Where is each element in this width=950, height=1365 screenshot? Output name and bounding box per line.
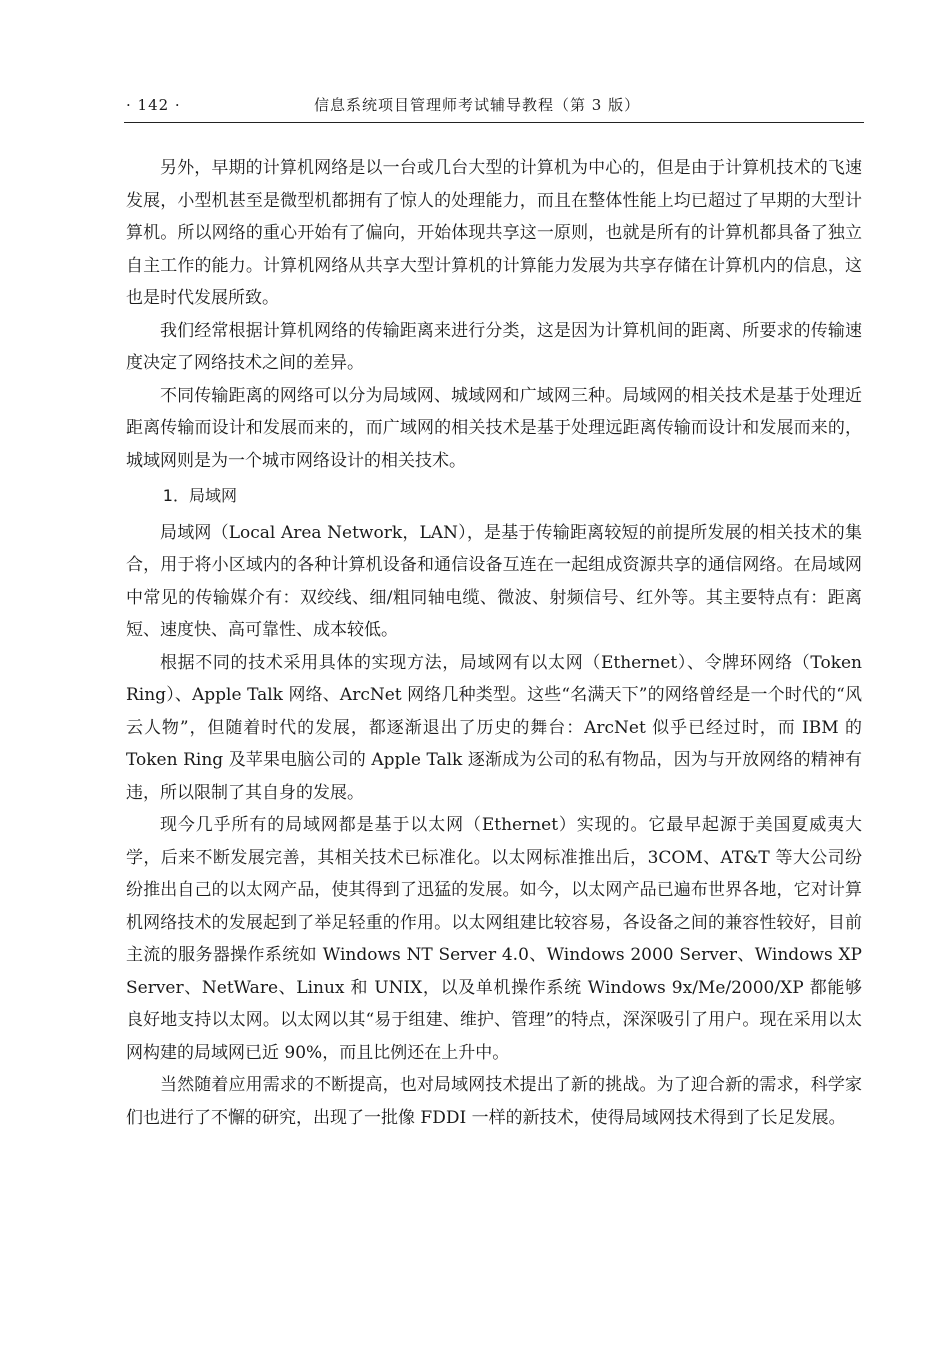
paragraph-early-networks: 另外，早期的计算机网络是以一台或几台大型的计算机为中心的，但是由于计算机技术的飞速发展，小型机甚至是微型机都拥有了惊人的处理能力，而且在整体性能上均已超过了早期的大型计算机。所以网络的重心开始有了偏向，开始体现共享这一原则，也就是所有的计算机都具备了独立自主工作的能力。计算机网络从共享大型计算机的计算能力发展为共享存储在计算机内的信息，这也是时代发展所致。 <box>126 158 862 308</box>
paragraph-network-types: 不同传输距离的网络可以分为局域网、城域网和广域网三种。局域网的相关技术是基于处理近距离传输而设计和发展而来的，而广域网的相关技术是基于处理远距离传输而设计和发展而来的，城域网则是为一个城市网络设计的相关技术。 <box>126 385 862 471</box>
paragraph-lan-types: 根据不同的技术采用具体的实现方法，局域网有以太网（Ethernet）、令牌环网络（Token Ring）、Apple Talk 网络、ArcNet 网络几种类型。这些“名满天下”的网络曾经是一个时代的“风云人物”，但随着时代的发展，都逐渐退出了历史的舞台：ArcNet 似乎已经过时，而 IBM 的 Token Ring 及苹果电脑公司的 Apple Talk 逐渐成为公司的私有物品，因为与开放网络的精神有违，所以限制了其自身的发展。 <box>126 652 862 803</box>
running-title: 信息系统项目管理师考试辅导教程（第 3 版） <box>314 96 641 114</box>
paragraph-classification: 我们经常根据计算机网络的传输距离来进行分类，这是因为计算机间的距离、所要求的传输速度决定了网络技术之间的差异。 <box>126 320 862 373</box>
paragraph-ethernet: 现今几乎所有的局域网都是基于以太网（Ethernet）实现的。它最早起源于美国夏威夷大学，后来不断发展完善，其相关技术已标准化。以太网标准推出后，3COM、AT&T 等大公司纷纷推出自己的以太网产品，使其得到了迅猛的发展。如今，以太网产品已遍布世界各地，它对计算机网络技术的发展起到了举足轻重的作用。以太网组建比较容易，各设备之间的兼容性较好，目前主流的服务器操作系统如 Windows NT Server 4.0、Windows 2000 Server、Windows XP Server、NetWare、Linux 和 UNIX，以及单机操作系统 Windows 9x/Me/2000/XP 都能够良好地支持以太网。以太网以其“易于组建、维护、管理”的特点，深深吸引了用户。现在采用以太网构建的局域网已近 90%，而且比例还在上升中。 <box>126 815 862 1063</box>
page-number: · 142 · <box>126 96 181 114</box>
paragraph-lan-definition: 局域网（Local Area Network，LAN），是基于传输距离较短的前提所发展的相关技术的集合，用于将小区域内的各种计算机设备和通信设备互连在一起组成资源共享的通信网络。在局域网中常见的传输媒介有：双绞线、细/粗同轴电缆、微波、射频信号、红外等。其主要特点有：距离短、速度快、高可靠性、成本较低。 <box>126 522 862 640</box>
paragraph-new-challenges: 当然随着应用需求的不断提高，也对局域网技术提出了新的挑战。为了迎合新的需求，科学家们也进行了不懈的研究，出现了一批像 FDDI 一样的新技术，使得局域网技术得到了长足发展。 <box>126 1075 862 1128</box>
page-body <box>126 152 862 1134</box>
page-header <box>124 94 864 123</box>
section-heading-lan: 1．局域网 <box>162 486 237 505</box>
